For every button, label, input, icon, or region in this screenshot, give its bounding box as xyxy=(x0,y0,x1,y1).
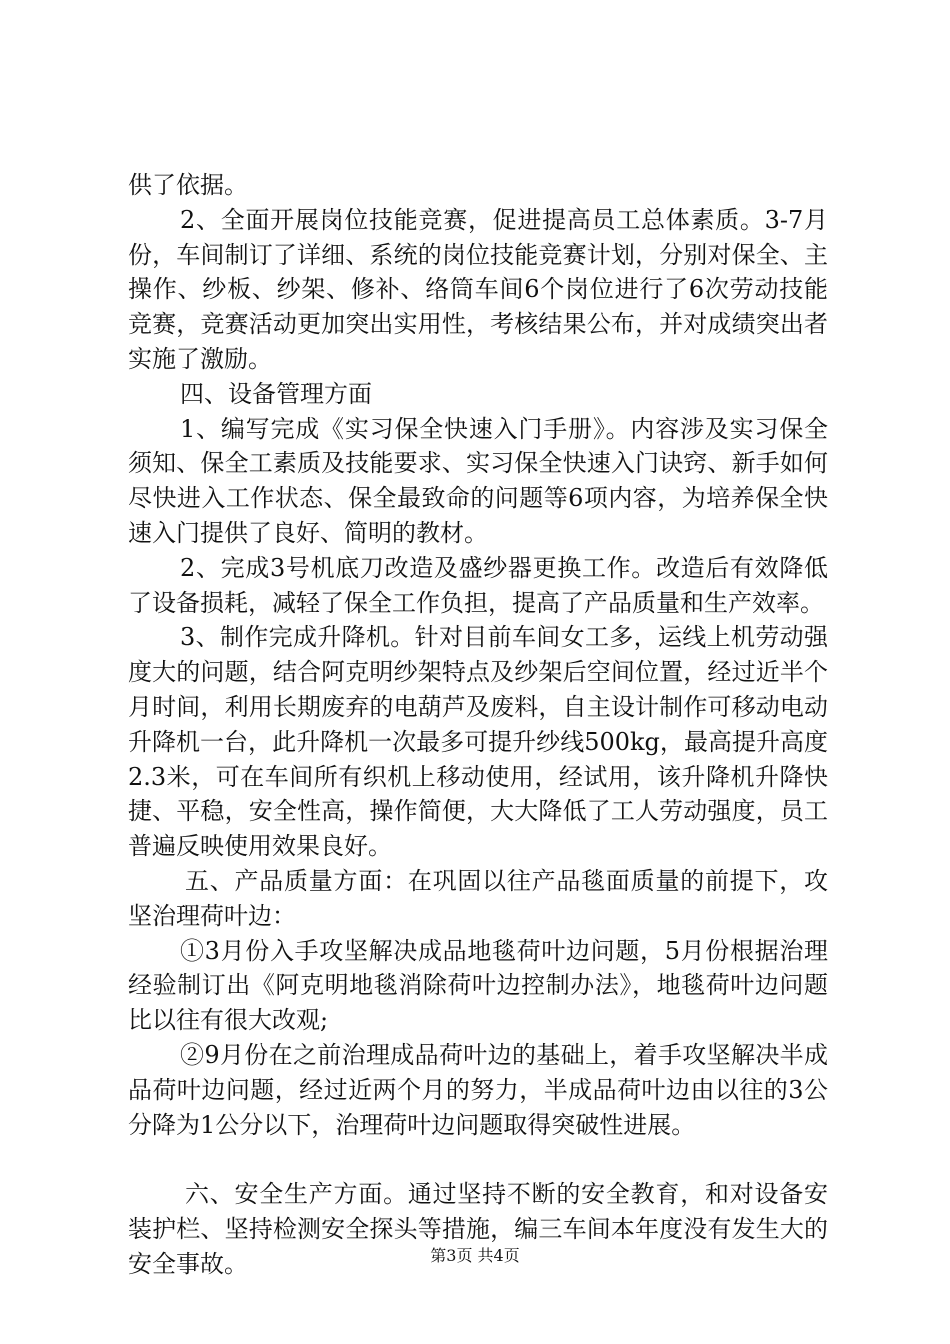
paragraph-quality-item-1: ①3月份入手攻坚解决成品地毯荷叶边问题，5月份根据治理经验制订出《阿克明地毯消除荷叶边控制办法》，地毯荷叶边问题比以往有很大改观; xyxy=(128,936,828,1035)
paragraph-lift-machine: 3、制作完成升降机。针对目前车间女工多，运线上机劳动强度大的问题，结合阿克明纱架特点及纱架后空间位置，经过近半个月时间，利用长期废弃的电葫芦及废料，自主设计制作可移动电动升降机一台，此升降机一次最多可提升纱线500kg，最高提升高度2.3米，可在车间所有织机上移动使用，经试用，该升降机升降快捷、平稳，安全性高，操作简便，大大降低了工人劳动强度，员工普遍反映使用效果良好。 xyxy=(128,623,828,861)
paragraph-continuation: 供了依据。 xyxy=(128,171,248,199)
paragraph-spacer xyxy=(128,1142,828,1177)
document-body xyxy=(128,168,828,1282)
section-heading-equipment: 四、设备管理方面 xyxy=(180,379,372,408)
paragraph-skill-competition: 2、全面开展岗位技能竞赛，促进提高员工总体素质。3-7月份，车间制订了详细、系统的岗位技能竞赛计划，分别对保全、主操作、纱板、纱架、修补、络筒车间6个岗位进行了6次劳动技能竞赛，竞赛活动更加突出实用性，考核结果公布，并对成绩突出者实施了激励。 xyxy=(128,205,828,373)
paragraph-quality-item-2: ②9月份在之前治理成品荷叶边的基础上，着手攻坚解决半成品荷叶边问题，经过近两个月的努力，半成品荷叶边由以往的3公分降为1公分以下，治理荷叶边问题取得突破性进展。 xyxy=(128,1040,828,1139)
paragraph-safety: 六、安全生产方面。通过坚持不断的安全教育，和对设备安装护栏、坚持检测安全探头等措施，编三车间本年度没有发生大的安全事故。 xyxy=(128,1180,828,1278)
page-number-footer: 第3页 共4页 xyxy=(430,1246,520,1265)
paragraph-manual: 1、编写完成《实习保全快速入门手册》。内容涉及实习保全须知、保全工素质及技能要求、实习保全快速入门诀窍、新手如何尽快进入工作状态、保全最致命的问题等6项内容，为培养保全快速入门提供了良好、简明的教材。 xyxy=(128,414,828,547)
section-heading-quality: 五、产品质量方面：在巩固以往产品毯面质量的前提下，攻坚治理荷叶边： xyxy=(128,866,828,930)
paragraph-machine-retrofit: 2、完成3号机底刀改造及盛纱器更换工作。改造后有效降低了设备损耗，减轻了保全工作负担，提高了产品质量和生产效率。 xyxy=(128,553,828,617)
